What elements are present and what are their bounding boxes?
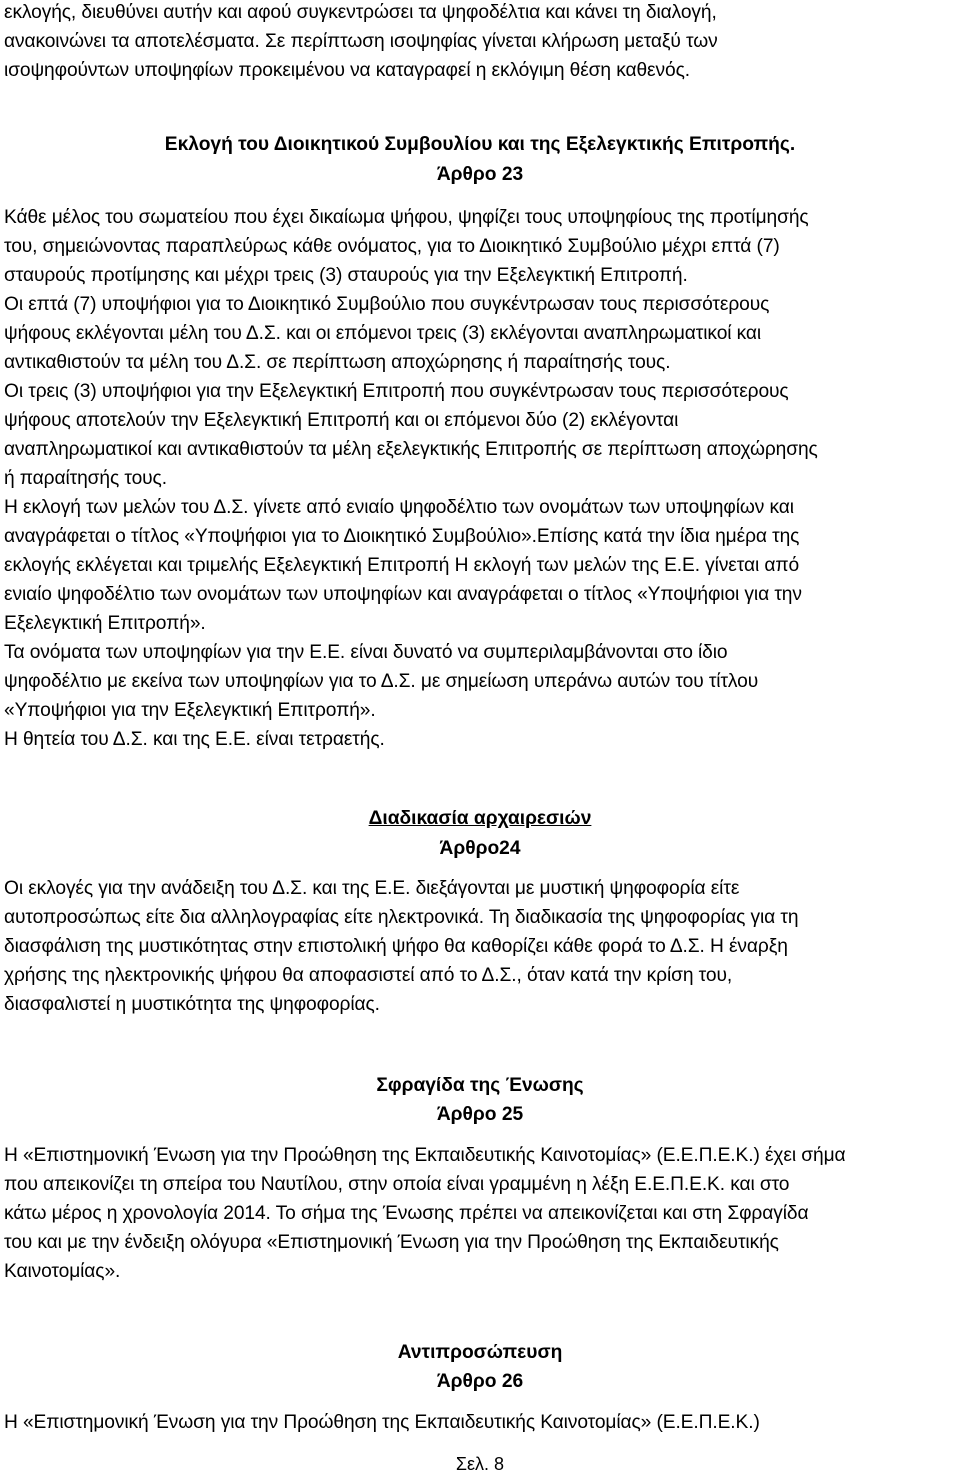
paragraph-line: ενιαίο ψηφοδέλτιο των ονομάτων των υποψηφίων και αναγράφεται ο τίτλος «Υποψήφιοι για την [4,584,802,605]
paragraph-line: κάτω μέρος η χρονολογία 2014. Το σήμα της Ένωσης πρέπει να απεικονίζεται και στη Σφραγίδα [4,1203,809,1224]
section-seal-body [4,1141,956,1286]
paragraph-line: διασφάλιση της μυστικότητας στην επιστολική ψήφο θα καθορίζει κάθε φορά το Δ.Σ. Η έναρξη [4,936,788,957]
article-number: Άρθρο 26 [436,1371,524,1392]
section-elections-article [4,160,956,189]
page-number: Σελ. 8 [455,1454,505,1474]
article-number: Άρθρο 23 [436,164,524,185]
intro-line: εκλογής, διευθύνει αυτήν και αφού συγκεντρώσει τα ψηφοδέλτια και κάνει τη διαλογή, [4,2,717,23]
paragraph-line: ψηφοδέλτιο με εκείνα των υποψηφίων για το Δ.Σ. με σημείωση υπεράνω αυτών του τίτλου [4,671,759,692]
paragraph-line: Η «Επιστημονική Ένωση για την Προώθηση της Εκπαιδευτικής Καινοτομίας» (Ε.Ε.Π.Ε.Κ.) έχει σήμα [4,1145,846,1166]
paragraph-line: Τα ονόματα των υποψηφίων για την Ε.Ε. είναι δυνατό να συμπεριλαμβάνονται στο ίδιο [4,642,728,663]
paragraph-line: ψήφους εκλέγονται μέλη του Δ.Σ. και οι επόμενοι τρεις (3) εκλέγονται αναπληρωματικοί και [4,323,762,344]
paragraph-line: διασφαλιστεί η μυστικότητα της ψηφοφορίας. [4,994,380,1015]
article-number: Άρθρο 25 [436,1104,524,1125]
paragraph-line: σταυρούς προτίμησης και μέχρι τρεις (3) σταυρούς για την Εξελεγκτική Επιτροπή. [4,265,688,286]
paragraph-line: Οι επτά (7) υποψήφιοι για το Διοικητικό Συμβούλιο που συγκέντρωσαν τους περισσότερους [4,294,770,315]
paragraph-line: Η θητεία του Δ.Σ. και της Ε.Ε. είναι τετραετής. [4,729,385,750]
section-procedure-article [4,834,956,863]
section-representation [4,1338,956,1367]
section-elections [4,130,956,159]
paragraph-line: που απεικονίζει τη σπείρα του Ναυτίλου, στην οποία είναι γραμμένη η λέξη Ε.Ε.Π.Ε.Κ. και στο [4,1174,790,1195]
paragraph-line: εκλογής εκλέγεται και τριμελής Εξελεγκτική Επιτροπή Η εκλογή των μελών της Ε.Ε. γίνεται από [4,555,800,576]
section-procedure [4,804,956,833]
paragraph-line: Η «Επιστημονική Ένωση για την Προώθηση της Εκπαιδευτικής Καινοτομίας» (Ε.Ε.Π.Ε.Κ.) [4,1412,760,1433]
section-heading: Διαδικασία αρχαιρεσιών [368,808,592,829]
intro-line: ανακοινώνει τα αποτελέσματα. Σε περίπτωση ισοψηφίας γίνεται κλήρωση μεταξύ των [4,31,718,52]
paragraph-line: ή παραίτησής τους. [4,468,167,489]
section-representation-article [4,1367,956,1396]
section-seal-article [4,1100,956,1129]
section-representation-body [4,1408,956,1437]
intro-line: ισοψηφούντων υποψηφίων προκειμένου να καταγραφεί η εκλόγιμη θέση καθενός. [4,60,690,81]
paragraph-line: Εξελεγκτική Επιτροπή». [4,613,206,634]
paragraph-line: Η εκλογή των μελών του Δ.Σ. γίνετε από ενιαίο ψηφοδέλτιο των ονομάτων των υποψηφίων και [4,497,794,518]
section-seal [4,1071,956,1100]
paragraph-line: Οι εκλογές για την ανάδειξη του Δ.Σ. και της Ε.Ε. διεξάγονται με μυστική ψηφοφορία είτε [4,878,740,899]
paragraph-line: «Υποψήφιοι για την Εξελεγκτική Επιτροπή». [4,700,376,721]
paragraph-line: χρήσης της ηλεκτρονικής ψήφου θα αποφασιστεί από το Δ.Σ., όταν κατά την κρίση του, [4,965,733,986]
article-number: Άρθρο24 [439,838,521,859]
paragraph-line: Καινοτομίας». [4,1261,121,1282]
section-elections-body [4,203,956,754]
paragraph-line: αναπληρωματικοί και αντικαθιστούν τα μέλη εξελεγκτικής Επιτροπής σε περίπτωση αποχώρησης [4,439,818,460]
paragraph-line: αντικαθιστούν τα μέλη του Δ.Σ. σε περίπτωση αποχώρησης ή παραίτησής τους. [4,352,671,373]
paragraph-line: αυτοπροσώπως είτε δια αλληλογραφίας είτε ηλεκτρονικά. Τη διαδικασία της ψηφοφορίας για τη [4,907,799,928]
intro-paragraph [4,0,956,85]
paragraph-line: Οι τρεις (3) υποψήφιοι για την Εξελεγκτική Επιτροπή που συγκέντρωσαν τους περισσότερους [4,381,789,402]
section-heading: Εκλογή του Διοικητικού Συμβουλίου και της Εξελεγκτικής Επιτροπής. [164,134,796,155]
section-heading: Σφραγίδα της Ένωσης [376,1075,584,1096]
paragraph-line: του, σημειώνοντας παραπλεύρως κάθε ονόματος, για το Διοικητικό Συμβούλιο μέχρι επτά (7) [4,236,780,257]
section-heading: Αντιπροσώπευση [397,1342,563,1363]
paragraph-line: Κάθε μέλος του σωματείου που έχει δικαίωμα ψήφου, ψηφίζει τους υποψηφίους της προτίμησής [4,207,809,228]
paragraph-line: ψήφους αποτελούν την Εξελεγκτική Επιτροπή και οι επόμενοι δύο (2) εκλέγονται [4,410,679,431]
paragraph-line: του και με την ένδειξη ολόγυρα «Επιστημονική Ένωση για την Προώθηση της Εκπαιδευτικής [4,1232,779,1253]
section-procedure-body [4,874,956,1019]
paragraph-line: αναγράφεται ο τίτλος «Υποψήφιοι για το Διοικητικό Συμβούλιο».Επίσης κατά την ίδια ημέρα της [4,526,800,547]
